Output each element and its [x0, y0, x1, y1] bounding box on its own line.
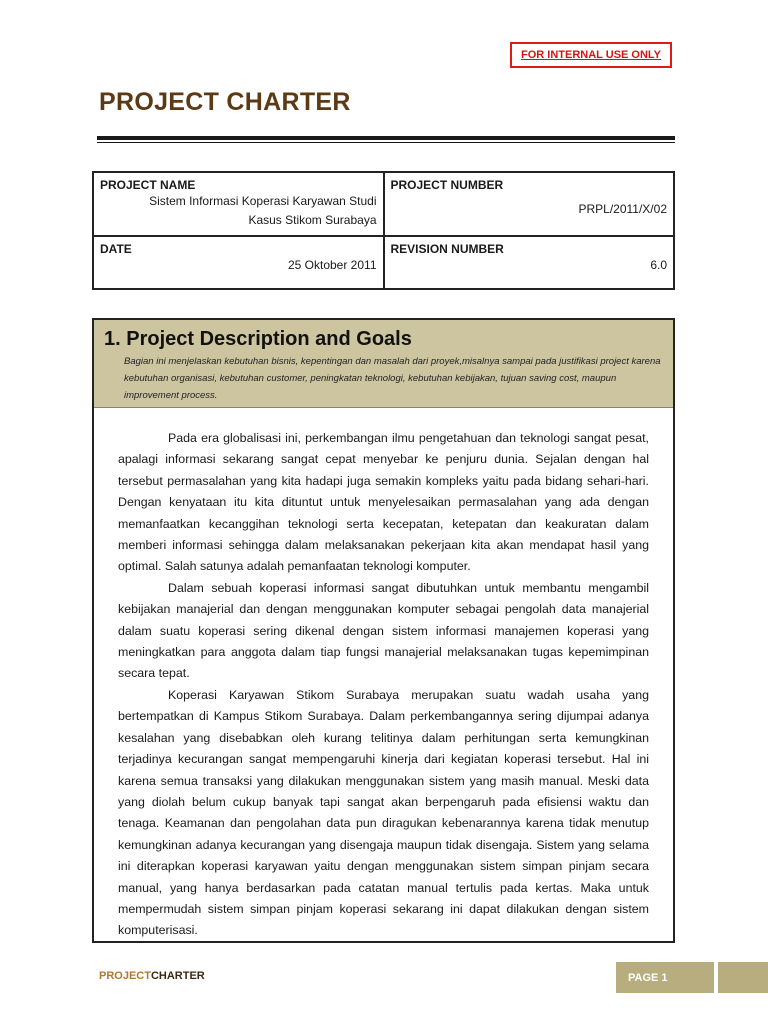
body-paragraph: Koperasi Karyawan Stikom Surabaya merupakan suatu wadah usaha yang bertempatkan di Kampus Stikom Surabaya. Dalam perkembangannya sering dijumpai adanya kesalahan yang disebabkan oleh kurang telitinya dalam perhitungan serta kemungkinan terjadinya kecurangan sangat mempengaruhi kinerja dari kegiatan koperasi tersebut. Hal ini karena semua transaksi yang dilakukan menggunakan sistem yang masih manual. Meski data yang diolah belum cukup banyak tapi sangat akan berpengaruh pada efisiensi waktu dan tenaga. Keamanan dan pengolahan data pun diragukan kebenarannya karena tidak menutup kemungkinan adanya kecurangan yang disengaja maupun tidak disengaja. Sistem yang selama ini diterapkan koperasi karyawan yaitu dengan menggunakan sistem simpan pinjam secara manual, yang hanya berdasarkan pada catatan manual tertulis pada kertas. Maka untuk mempermudah sistem simpan pinjam koperasi sekarang ini dapat dilakukan dengan sistem komputerisasi.: [118, 687, 649, 938]
revision-value: 6.0: [650, 258, 667, 272]
page-number-box: [616, 962, 714, 993]
revision-label: REVISION NUMBER: [390, 242, 504, 256]
project-info-table: [92, 171, 675, 290]
footer-label-part2: CHARTER: [150, 970, 205, 982]
footer-label-part1: PROJECT: [99, 970, 151, 982]
project-number-value: PRPL/2011/X/02: [578, 202, 667, 216]
section-header: [94, 320, 673, 408]
date-cell: [93, 236, 384, 289]
page-title: PROJECT CHARTER: [99, 88, 351, 116]
project-name-cell: [93, 172, 384, 236]
project-name-value-line2: Kasus Stikom Surabaya: [248, 213, 377, 227]
project-name-label: PROJECT NAME: [100, 178, 196, 192]
title-divider-thin: [97, 142, 675, 143]
internal-use-badge: FOR INTERNAL USE ONLY: [510, 42, 672, 68]
project-description-section: [92, 318, 675, 943]
section-instructions: Bagian ini menjelaskan kebutuhan bisnis, kepentingan dan masalah dari proyek,misalnya sampai pada justifikasi project karena kebutuhan organisasi, kebutuhan customer, peningkatan teknologi, kebutuhan kebijakan, tujuan saving cost, maupun improvement process.: [124, 356, 661, 401]
project-number-cell: [384, 172, 675, 236]
section-body: [94, 408, 673, 942]
title-divider: [97, 136, 675, 140]
date-value: 25 Oktober 2011: [287, 258, 377, 272]
revision-cell: [384, 236, 675, 289]
project-name-value-line1: Sistem Informasi Koperasi Karyawan Studi: [149, 194, 377, 208]
page-number: PAGE 1: [628, 971, 668, 984]
body-paragraph: Pada era globalisasi ini, perkembangan ilmu pengetahuan dan teknologi sangat pesat, apalagi informasi sekarang sangat cepat menyebar ke penjuru dunia. Sejalan dengan hal tersebut permasalahan yang kita hadapi juga semakin kompleks yaitu pada bidang sehari-hari. Dengan kenyataan itu kita dituntut untuk menyelesaikan permasalahan yang ada dengan memanfaatkan kecanggihan teknologi serta kecepatan, ketepatan dan keakuratan dalam memberi informasi sehingga dalam melaksanakan pekerjaan kita akan mendapat hasil yang optimal. Salah satunya adalah pemanfaatan teknologi komputer.: [118, 431, 649, 574]
page-tab-decoration: [718, 962, 768, 993]
section-title: 1. Project Description and Goals: [104, 328, 412, 350]
project-number-label: PROJECT NUMBER: [390, 178, 504, 192]
body-paragraph: Dalam sebuah koperasi informasi sangat dibutuhkan untuk membantu mengambil kebijakan manajerial dan dengan menggunakan komputer sebagai pengolah data manajerial dalam suatu koperasi sering dikenal dengan sistem informasi manajemen koperasi yang meningkatkan para anggota dalam tiap fungsi manajerial melaksanakan tugas kepemimpinan secara tepat.: [118, 580, 649, 681]
footer-document-label: [99, 970, 205, 982]
date-label: DATE: [100, 242, 132, 256]
